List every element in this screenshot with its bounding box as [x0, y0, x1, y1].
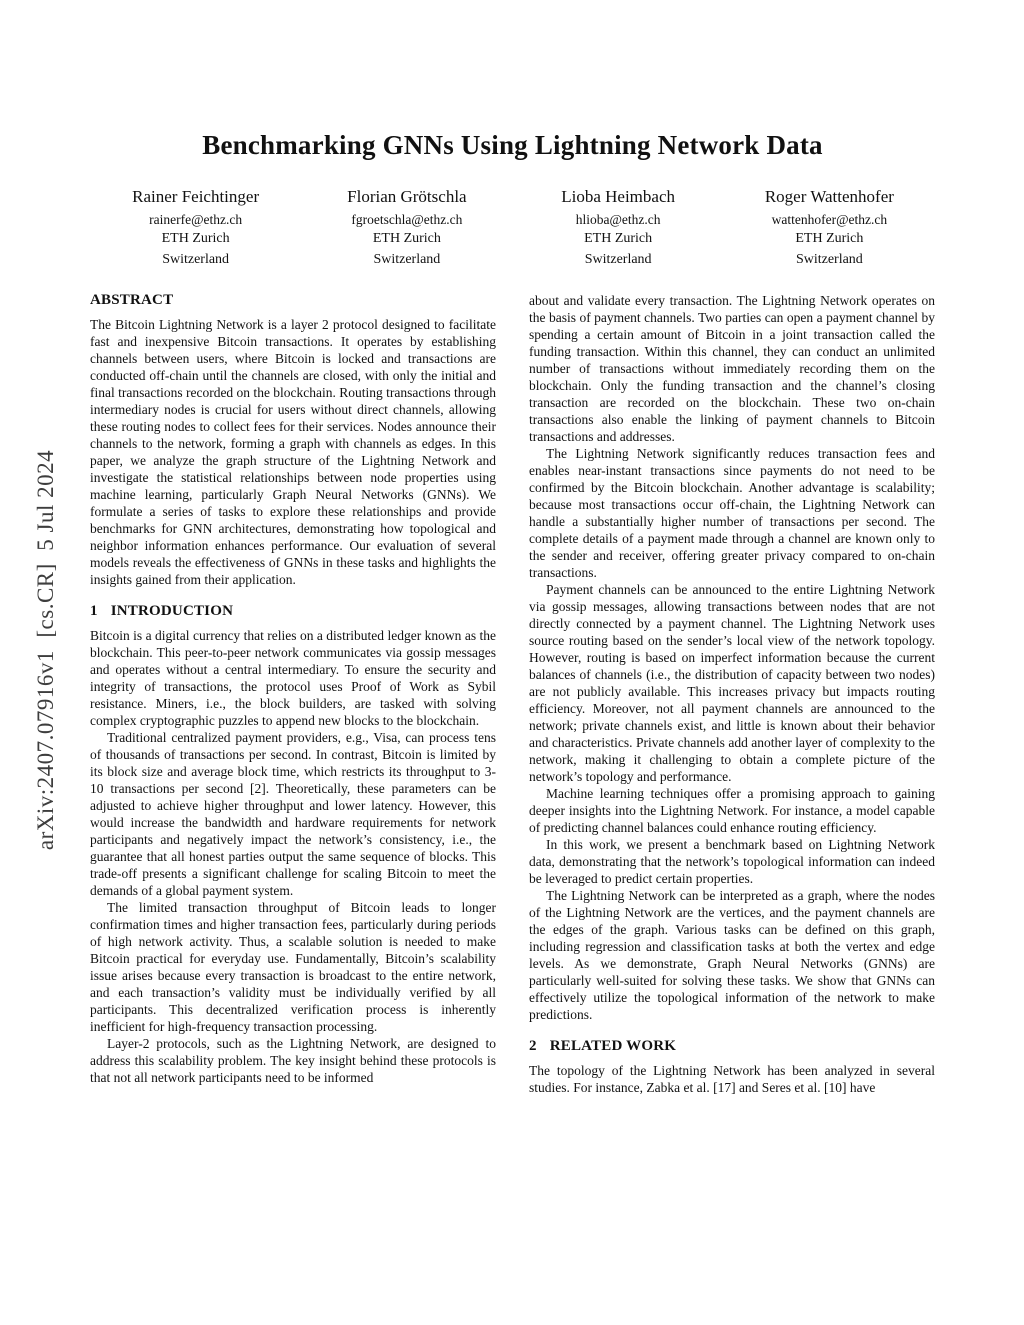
- section-number: 2: [529, 1037, 537, 1054]
- author-country: Switzerland: [162, 251, 230, 267]
- author-email: fgroetschla@ethz.ch: [351, 211, 463, 227]
- author-name: Florian Grötschla: [347, 187, 467, 206]
- authors-row: [90, 185, 935, 270]
- author-name: Rainer Feichtinger: [132, 187, 260, 206]
- author-country: Switzerland: [584, 251, 652, 267]
- right-column: [529, 292, 935, 1096]
- author-country: Switzerland: [795, 251, 863, 267]
- paragraph: The Lightning Network can be interpreted as a graph, where the nodes of the Lightning Network are the vertices, and the payment channels are the edges of the graph. Various tasks can be defined on this graph, including regression and classification tasks at both the vertex and edge levels. As we demonstrate, Graph Neural Networks (GNNs) are particularly well-suited for solving these tasks. We show that GNNs can effectively utilize the topological information of the network to make predictions.: [529, 887, 935, 1022]
- paragraph: about and validate every transaction. The Lightning Network operates on the basis of payment channels. Two parties can open a payment channel by spending a certain amount of Bitcoin in a joint transaction called the funding transaction. Within this channel, they can conduct an unlimited number of transactions without immediately recording them on the blockchain. Only the funding transaction and the channel’s closing transaction are recorded on the blockchain. These two on-chain transactions also enable the linking of payment channels to Bitcoin transactions and addresses.: [529, 292, 935, 444]
- paragraph: In this work, we present a benchmark based on Lightning Network data, demonstrating that the network’s topological information can indeed be leveraged to predict certain properties.: [529, 836, 935, 886]
- paragraph: Machine learning techniques offer a promising approach to gaining deeper insights into the Lightning Network. For instance, a model capable of predicting channel balances could enhance routing efficiency.: [529, 785, 935, 835]
- two-column-body: [90, 292, 935, 1096]
- author-email: rainerfe@ethz.ch: [149, 211, 243, 227]
- author-country: Switzerland: [373, 251, 441, 267]
- paragraph: Payment channels can be announced to the entire Lightning Network via gossip messages, allowing transactions between nodes that are not directly connected by a payment channel. The Lightning Network uses source routing based on the sender’s local view of the network topology. However, routing is based on imperfect information because the current balances of channels (i.e., the distribution of capacity between two nodes) are not publicly available. This increases privacy but impacts routing efficiency. Moreover, not all payment channels are announced to the network; private channels exist, and little is known about their behavior and characteristics. Private channels add another layer of complexity to the network, making it challenging to obtain a complete picture of the network’s topology and performance.: [529, 581, 935, 784]
- paragraph: The topology of the Lightning Network has been analyzed in several studies. For instance, Zabka et al. [17] and Seres et al. [10] have: [529, 1062, 935, 1095]
- author-affiliation: ETH Zurich: [161, 231, 230, 247]
- section-heading-introduction: [90, 603, 496, 620]
- paragraph: Layer-2 protocols, such as the Lightning Network, are designed to address this scalability problem. The key insight behind these protocols is that not all network participants need to be informed: [90, 1035, 496, 1085]
- author-block: [513, 185, 724, 270]
- paragraph: Bitcoin is a digital currency that relies on a distributed ledger known as the blockchain. This peer-to-peer network communicates via gossip messages and operates without a central intermediary. To ensure the security and integrity of transactions, the protocol uses Proof of Work as Sybil resistance. Miners, i.e., the block builders, are tasked with solving complex cryptographic puzzles to append new blocks to the blockchain.: [90, 627, 496, 728]
- abstract-text: The Bitcoin Lightning Network is a layer 2 protocol designed to facilitate fast and inexpensive Bitcoin transactions. It operates by establishing channels between users, where Bitcoin is locked and transactions are conducted off-chain until the channels are closed, with only the initial and final transactions recorded on the blockchain. Routing transactions through intermediary nodes is crucial for users without direct channels, allowing these routing nodes to collect fees for their services. Nodes announce their channels to the network, forming a graph with channels as edges. In this paper, we analyze the graph structure of the Lightning Network and investigate the statistical relationships between node properties using machine learning, particularly Graph Neural Networks (GNNs). We formulate a series of tasks to explore these relationships and provide benchmarks for GNN architectures, demonstrating how topological and neighbor information enhances performance. Our evaluation of several models reveals the effectiveness of GNNs in these tasks and highlights the insights gained from their application.: [90, 316, 497, 587]
- author-block: [301, 185, 512, 270]
- section-heading-related-work: [529, 1038, 935, 1055]
- section-title: INTRODUCTION: [110, 602, 234, 619]
- author-name: Lioba Heimbach: [561, 187, 675, 206]
- author-affiliation: ETH Zurich: [584, 231, 653, 247]
- author-name: Roger Wattenhofer: [764, 187, 894, 206]
- author-email: wattenhofer@ethz.ch: [771, 211, 888, 227]
- author-email: hlioba@ethz.ch: [575, 211, 661, 227]
- author-affiliation: ETH Zurich: [795, 231, 864, 247]
- section-heading-abstract: ABSTRACT: [90, 291, 174, 308]
- arxiv-watermark: arXiv:2407.07916v1 [cs.CR] 5 Jul 2024: [33, 449, 58, 851]
- section-title: RELATED WORK: [549, 1037, 677, 1054]
- paper-page: [90, 130, 935, 1096]
- paragraph: The Lightning Network significantly reduces transaction fees and enables near-instant transactions since payments do not need to be confirmed by the Bitcoin blockchain. Another advantage is scalability; because most transactions occur off-chain, the Lightning Network can handle a substantially higher number of transactions per second. The complete details of a payment made through a channel are known only to the sender and receiver, offering greater privacy compared to on-chain transactions.: [529, 445, 935, 580]
- section-number: 1: [90, 602, 98, 619]
- paragraph: Traditional centralized payment providers, e.g., Visa, can process tens of thousands of transactions per second. In contrast, Bitcoin is limited by its block size and average block time, which restricts its throughput to 3-10 transactions per second [2]. Theoretically, these parameters can be adjusted to achieve higher throughput and lower latency. However, this would increase the bandwidth and hardware requirements for network participants and negatively impact the network’s consistency, i.e., the guarantee that all honest parties output the same sequence of blocks. This trade-off presents a significant challenge for scaling Bitcoin to meet the demands of a global payment system.: [90, 729, 496, 898]
- left-column: [90, 292, 496, 1096]
- author-block: [90, 185, 301, 270]
- author-block: [724, 185, 935, 270]
- author-affiliation: ETH Zurich: [372, 231, 441, 247]
- paragraph: The limited transaction throughput of Bitcoin leads to longer confirmation times and higher transaction fees, particularly during periods of high network activity. Thus, a scalable solution is needed to make Bitcoin practical for everyday use. Fundamentally, Bitcoin’s scalability issue arises because every transaction is broadcast to the entire network, and each transaction’s validity must be individually verified by all participants. This decentralized verification process is inherently inefficient for high-frequency transaction processing.: [90, 899, 496, 1034]
- paper-title: Benchmarking GNNs Using Lightning Network Data: [202, 130, 823, 160]
